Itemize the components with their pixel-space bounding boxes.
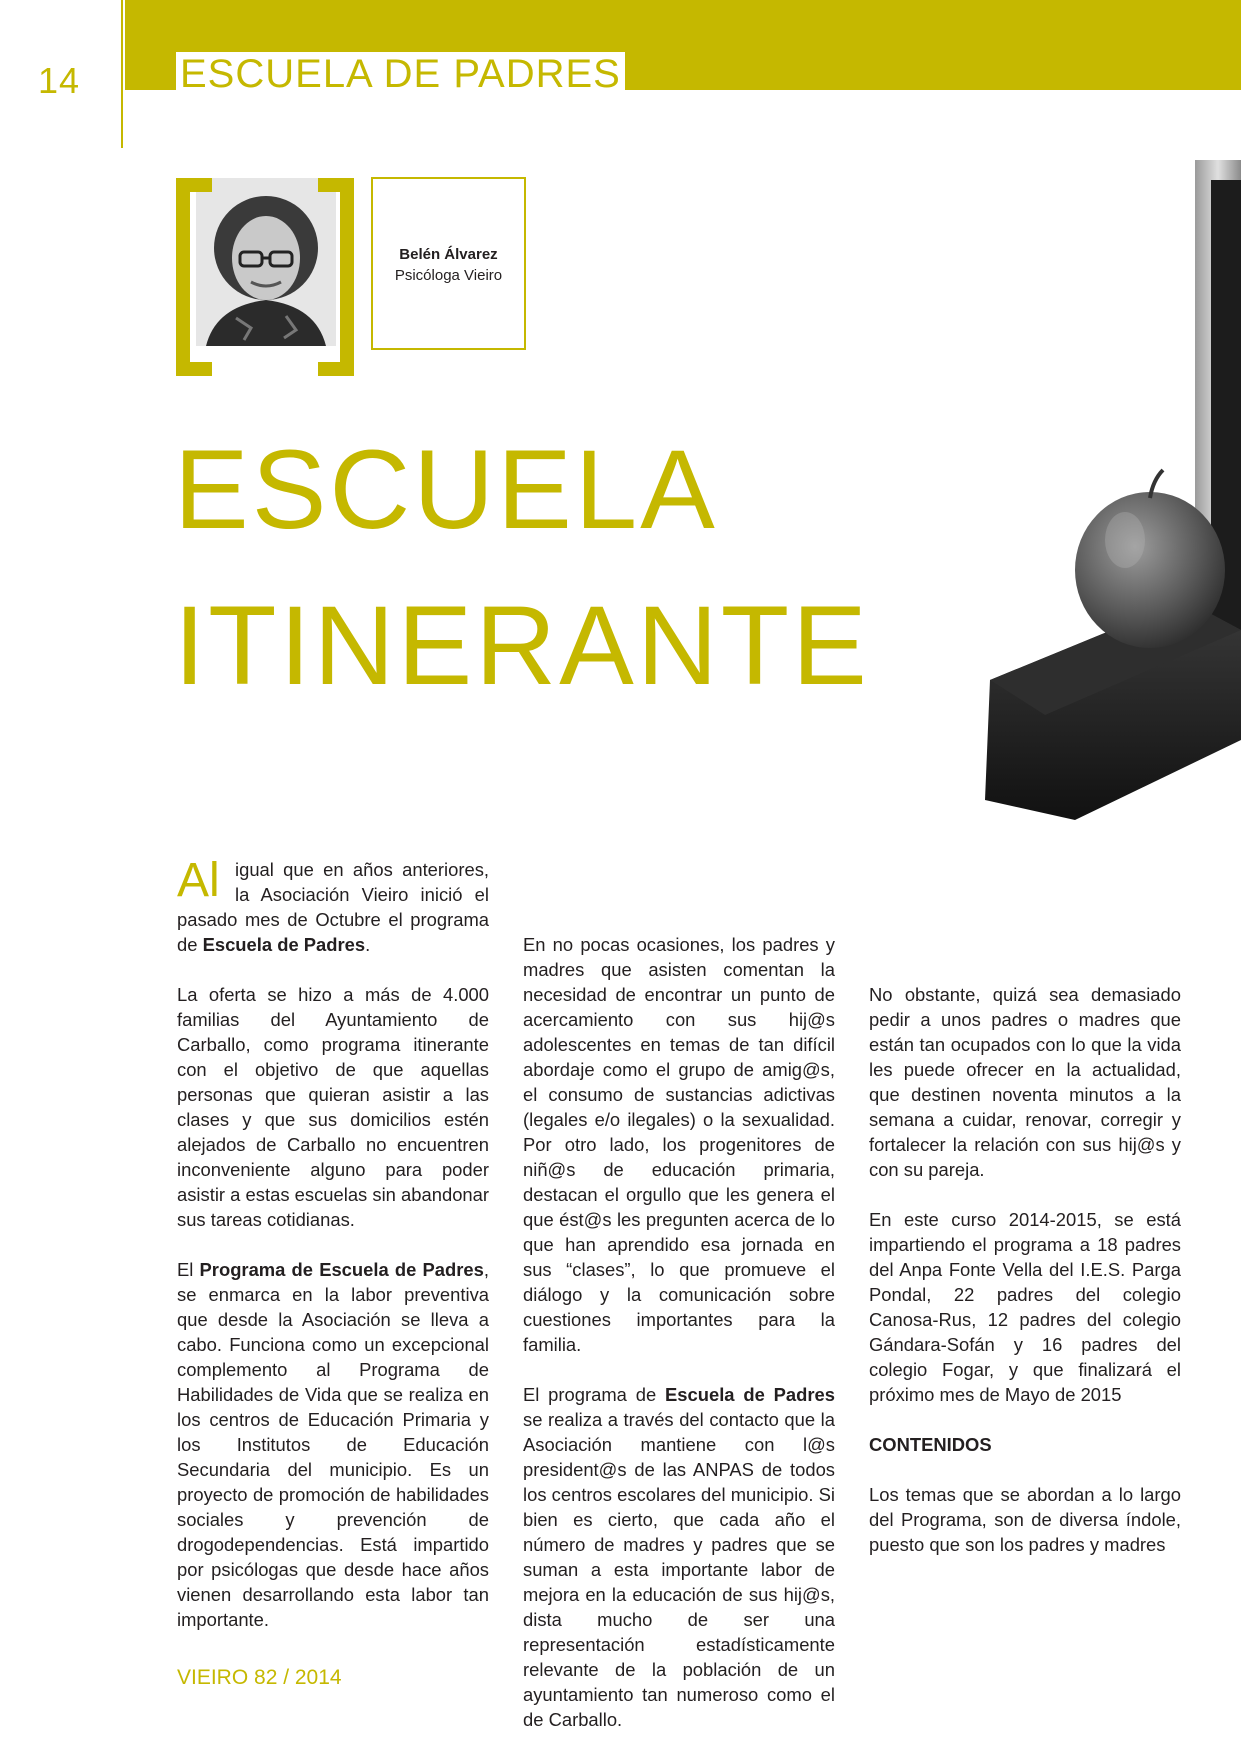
- intro-text: igual que en años anteriores, la Asociación Vieiro inició el pasado mes de Octubre el programa de: [177, 859, 489, 955]
- program-text: , se enmarca en la labor preventiva que desde la Asociación se lleva a cabo. Funciona como un excepcional complemento al Programa de Habilidades de Vida que se realiza en los centros de Educación Primaria y los Institutos de Educación Secundaria del municipio. Es un proyecto de promoción de habilidades sociales y prevención de drogodependencias. Está impartido por psicólogas que desde hace años vienen desarrollando esta labor tan importante.: [177, 1259, 489, 1630]
- headline-line-1: ESCUELA: [174, 427, 718, 552]
- bracket-left: [176, 178, 212, 376]
- contents-heading: CONTENIDOS: [869, 1434, 992, 1455]
- paragraph-intro: [177, 854, 489, 957]
- article-headline: [174, 412, 870, 724]
- headline-line-2: ITINERANTE: [174, 583, 870, 708]
- column-3-spacer: [869, 857, 1181, 982]
- article-column-1: [177, 854, 489, 1657]
- author-role: Psicóloga Vieiro: [394, 267, 503, 284]
- program-text-start: El: [177, 1259, 200, 1280]
- paragraph-contact: [523, 1382, 835, 1732]
- paragraph-course: En este curso 2014-2015, se está impartiendo el programa a 18 padres del Anpa Fonte Vella del I.E.S. Parga Pondal, 22 padres del colegio Canosa-Rus, 12 padres del colegio Gándara-Sofán y 16 padres del colegio Fogar, y que finalizará el próximo mes de Mayo de 2015: [869, 1209, 1181, 1405]
- intro-bold: Escuela de Padres: [202, 934, 366, 955]
- bracket-right: [318, 178, 354, 376]
- contact-text-start: El programa de: [523, 1384, 666, 1405]
- author-photo: [196, 178, 336, 346]
- article-column-2: [523, 857, 835, 1757]
- author-card: [371, 177, 526, 350]
- contact-text: se realiza a través del contacto que la Asociación mantiene con l@s president@s de las ANPAS de todos los centros escolares del municipio. Si bien es cierto, que cada año el número de madres y padres que se suman a esta importante labor de mejora en la educación de sus hij@s, dista mucho de ser una representación estadísticamente relevante de la población de un ayuntamiento tan numeroso como el de Carballo.: [523, 1409, 835, 1730]
- page-number: 14: [38, 60, 81, 101]
- paragraph-offer: La oferta se hizo a más de 4.000 familias del Ayuntamiento de Carballo, como programa itinerante con el objetivo de que aquellas personas que quieran asistir a las clases y que sus domicilios estén alejados de Carballo no encuentren inconveniente alguno para poder asistir a estas escuelas sin abandonar sus tareas cotidianas.: [177, 984, 489, 1230]
- section-title: ESCUELA DE PADRES: [176, 52, 625, 96]
- paragraph-topics: Los temas que se abordan a lo largo del Programa, son de diversa índole, puesto que son los padres y madres: [869, 1484, 1181, 1555]
- footer-issue: VIEIRO 82 / 2014: [177, 1666, 342, 1689]
- dropcap: Al: [177, 854, 220, 907]
- article-column-3: [869, 857, 1181, 1582]
- contact-bold: Escuela de Padres: [665, 1384, 835, 1405]
- paragraph-occasions: En no pocas ocasiones, los padres y madres que asisten comentan la necesidad de encontrar un punto de acercamiento con sus hij@s adolescentes en temas de tan difícil abordaje como el grupo de amig@s, el consumo de sustancias adictivas (legales e/o ilegales) o la sexualidad. Por otro lado, los progenitores de niñ@s de educación primaria, destacan el orgullo que les genera el que ést@s les pregunten acerca de lo que han aprendido esa jornada en sus “clases”, lo que promueve el diálogo y la comunicación sobre cuestiones importantes para la familia.: [523, 934, 835, 1355]
- header-rule: [121, 0, 123, 148]
- intro-end: .: [365, 934, 371, 955]
- paragraph-however: No obstante, quizá sea demasiado pedir a unos padres o madres que están tan ocupados con lo que la vida les puede ofrecer en la actualidad, que destinen noventa minutos a la semana a cuidar, renovar, corregir y fortalecer la relación con sus hij@s y con su pareja.: [869, 984, 1181, 1180]
- author-name: Belén Álvarez: [399, 246, 498, 263]
- paragraph-program: [177, 1257, 489, 1632]
- apple-on-board-image: [985, 160, 1241, 840]
- column-2-spacer: [523, 857, 835, 932]
- program-bold: Programa de Escuela de Padres: [199, 1259, 484, 1280]
